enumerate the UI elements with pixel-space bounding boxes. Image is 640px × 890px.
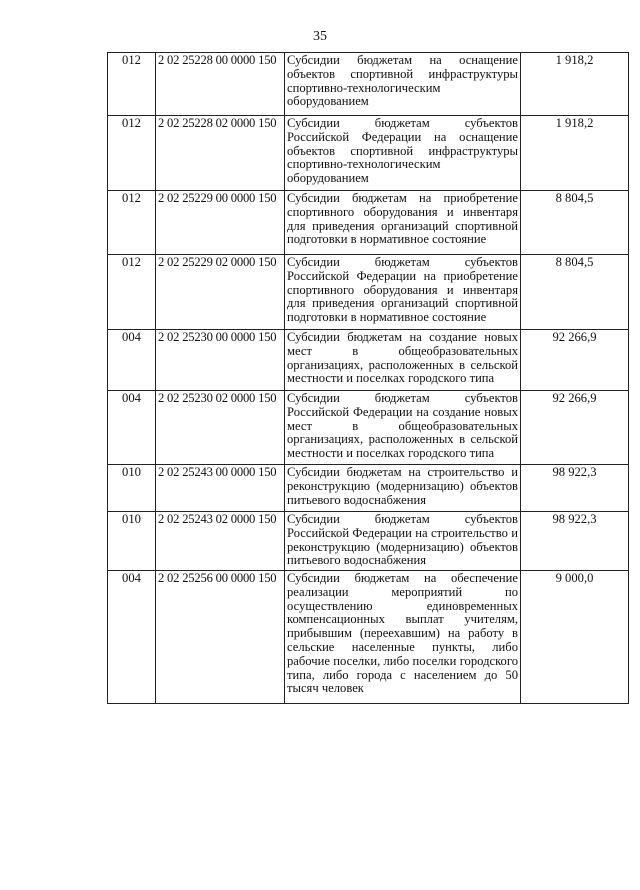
amount-cell: 92 266,9	[521, 391, 629, 465]
admin-code-cell: 012	[108, 53, 156, 116]
amount-cell: 8 804,5	[521, 191, 629, 255]
admin-code-cell: 012	[108, 116, 156, 191]
revenue-name-cell: Субсидии бюджетам на приобретение спортивного оборудования и инвентаря для приведения организаций спортивной подготовки в нормативное состояние	[285, 191, 521, 255]
revenue-name-cell: Субсидии бюджетам на строительство и реконструкцию (модернизацию) объектов питьевого водоснабжения	[285, 465, 521, 512]
table-row	[108, 255, 629, 330]
admin-code-cell: 004	[108, 391, 156, 465]
amount-cell: 8 804,5	[521, 255, 629, 330]
budget-revenue-table	[107, 52, 629, 704]
revenue-name-cell: Субсидии бюджетам на обеспечение реализации мероприятий по осуществлению единовременных компенсационных выплат учителям, прибывшим (переехавшим) на работу в сельские населенные пункты, либо рабочие поселки, либо поселки городского типа, либо города с населением до 50 тысяч человек	[285, 571, 521, 704]
table-row	[108, 571, 629, 704]
admin-code-cell: 004	[108, 330, 156, 391]
amount-cell: 1 918,2	[521, 53, 629, 116]
table-row	[108, 53, 629, 116]
revenue-name-cell: Субсидии бюджетам субъектов Российской Федерации на приобретение спортивного оборудования и инвентаря для приведения организаций спортивной подготовки в нормативное состояние	[285, 255, 521, 330]
amount-cell: 1 918,2	[521, 116, 629, 191]
budget-classification-code-cell: 2 02 25229 02 0000 150	[156, 255, 285, 330]
table-row	[108, 465, 629, 512]
budget-classification-code-cell: 2 02 25256 00 0000 150	[156, 571, 285, 704]
table-row	[108, 116, 629, 191]
budget-classification-code-cell: 2 02 25228 02 0000 150	[156, 116, 285, 191]
budget-classification-code-cell: 2 02 25243 02 0000 150	[156, 512, 285, 571]
table-row	[108, 391, 629, 465]
admin-code-cell: 004	[108, 571, 156, 704]
revenue-name-cell: Субсидии бюджетам на создание новых мест в общеобразовательных организациях, расположенных в сельской местности и поселках городского типа	[285, 330, 521, 391]
admin-code-cell: 012	[108, 191, 156, 255]
budget-classification-code-cell: 2 02 25228 00 0000 150	[156, 53, 285, 116]
table-row	[108, 330, 629, 391]
revenue-name-cell: Субсидии бюджетам субъектов Российской Федерации на строительство и реконструкцию (модернизацию) объектов питьевого водоснабжения	[285, 512, 521, 571]
revenue-name-cell: Субсидии бюджетам субъектов Российской Федерации на оснащение объектов спортивной инфраструктуры спортивно-технологическим оборудованием	[285, 116, 521, 191]
table-row	[108, 512, 629, 571]
revenue-name-cell: Субсидии бюджетам на оснащение объектов спортивной инфраструктуры спортивно-технологическим оборудованием	[285, 53, 521, 116]
revenue-name-cell: Субсидии бюджетам субъектов Российской Федерации на создание новых мест в общеобразовательных организациях, расположенных в сельской местности и поселках городского типа	[285, 391, 521, 465]
admin-code-cell: 010	[108, 465, 156, 512]
amount-cell: 98 922,3	[521, 512, 629, 571]
admin-code-cell: 010	[108, 512, 156, 571]
amount-cell: 9 000,0	[521, 571, 629, 704]
budget-classification-code-cell: 2 02 25243 00 0000 150	[156, 465, 285, 512]
page-number: 35	[313, 29, 327, 44]
budget-classification-code-cell: 2 02 25230 02 0000 150	[156, 391, 285, 465]
amount-cell: 98 922,3	[521, 465, 629, 512]
admin-code-cell: 012	[108, 255, 156, 330]
budget-classification-code-cell: 2 02 25229 00 0000 150	[156, 191, 285, 255]
amount-cell: 92 266,9	[521, 330, 629, 391]
budget-classification-code-cell: 2 02 25230 00 0000 150	[156, 330, 285, 391]
table-row	[108, 191, 629, 255]
